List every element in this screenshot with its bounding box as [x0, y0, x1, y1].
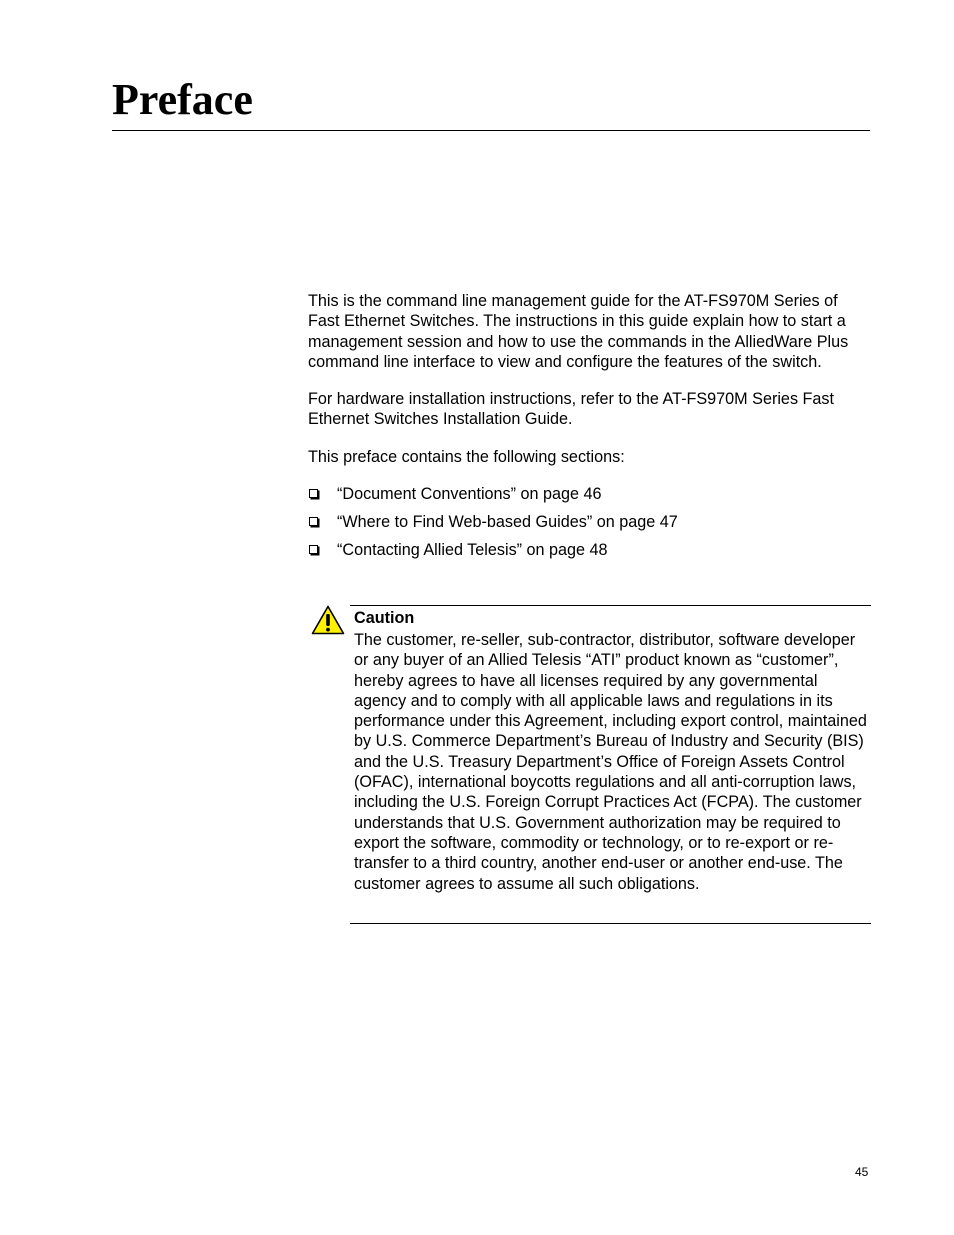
- caution-text: The customer, re-seller, sub-contractor, distributor, software developer or any buyer of an Allied Telesis “ATI” product known as “customer”, hereby agrees to have all licenses required by any governmental agency and to comply with all applicable laws and regulations in its performance under this Agreement, including export control, maintained by U.S. Commerce Department’s Bureau of Industry and Security (BIS) and the U.S. Treasury Department’s Office of Foreign Assets Control (OFAC), international boycotts regulations and all anti-corruption laws, including the U.S. Foreign Corrupt Practices Act (FCPA). The customer understands that U.S. Government authorization may be required to export the software, commodity or technology, or to re-export or re-transfer to a third country, another end-user or another end-use. The customer agrees to assume all such obligations.: [354, 631, 867, 893]
- section-link-contacting-allied-telesis[interactable]: “Contacting Allied Telesis” on page 48: [337, 541, 608, 560]
- list-item: [308, 540, 873, 568]
- sections-intro-paragraph: This preface contains the following sections:: [308, 447, 625, 466]
- hardware-paragraph: For hardware installation instructions, refer to the AT-FS970M Series Fast Ethernet Switches Installation Guide.: [308, 390, 835, 429]
- warning-triangle-icon: [311, 605, 345, 635]
- caution-box: [308, 605, 871, 923]
- page-title: Preface: [112, 75, 253, 124]
- checkbox-bullet-icon: [309, 517, 318, 526]
- caution-bottom-rule: [350, 923, 871, 924]
- checkbox-bullet-icon: [309, 545, 318, 554]
- page-number: 45: [855, 1165, 869, 1179]
- checkbox-bullet-icon: [309, 489, 318, 498]
- section-list: [308, 484, 873, 568]
- section-link-web-based-guides[interactable]: “Where to Find Web-based Guides” on page 47: [337, 513, 678, 532]
- list-item: [308, 484, 873, 512]
- body-column: [308, 291, 873, 568]
- list-item: [308, 512, 873, 540]
- caution-title: Caution: [354, 609, 415, 627]
- section-link-document-conventions[interactable]: “Document Conventions” on page 46: [337, 485, 602, 504]
- title-underline: [112, 130, 870, 131]
- caution-top-rule: [350, 605, 871, 606]
- intro-paragraph: This is the command line management guide for the AT-FS970M Series of Fast Ethernet Switches. The instructions in this guide explain how to start a management session and how to use the commands in the AlliedWare Plus command line interface to view and configure the features of the switch.: [308, 292, 849, 371]
